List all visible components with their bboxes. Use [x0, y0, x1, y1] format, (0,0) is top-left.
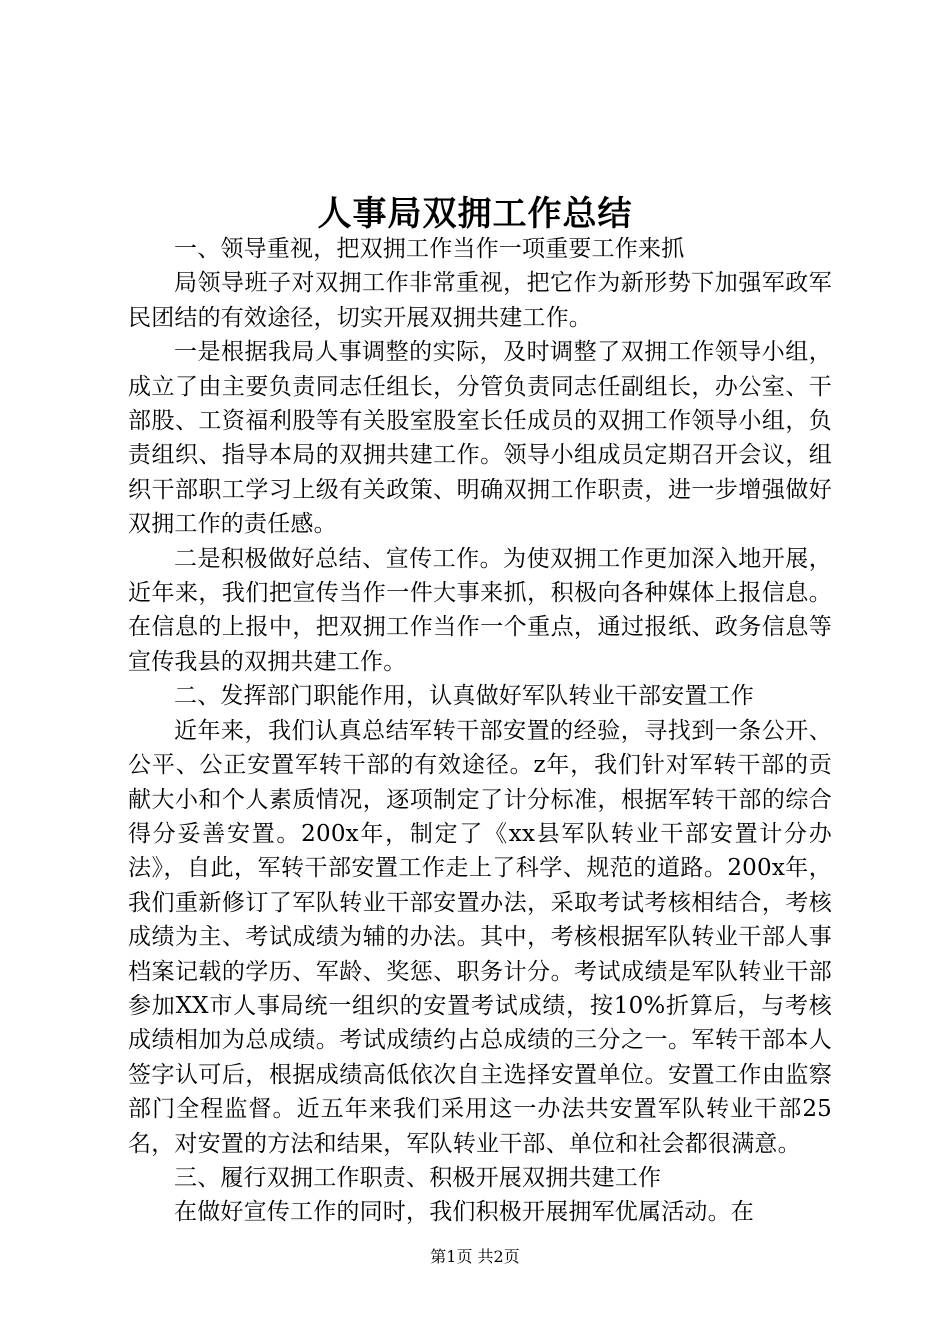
document-title: 人事局双拥工作总结: [317, 194, 633, 234]
body-paragraph: 一是根据我局人事调整的实际，及时调整了双拥工作领导小组，成立了由主要负责同志任组长，分管负责同志任副组长，办公室、干部股、工资福利股等有关股室股室长任成员的双拥工作领导小组，负责组织、指导本局的双拥共建工作。领导小组成员定期召开会议，组织干部职工学习上级有关政策、明确双拥工作职责，进一步增强做好双拥工作的责任感。: [128, 339, 832, 538]
section-heading-2: 二、发挥部门职能作用，认真做好军队转业干部安置工作: [174, 683, 754, 710]
body-paragraph: 局领导班子对双拥工作非常重视，把它作为新形势下加强军政军民团结的有效途径，切实开展双拥共建工作。: [128, 270, 832, 331]
document-body: [128, 232, 832, 1230]
body-paragraph: 二是积极做好总结、宣传工作。为使双拥工作更加深入地开展，近年来，我们把宣传当作一件大事来抓，积极向各种媒体上报信息。在信息的上报中，把双拥工作当作一个重点，通过报纸、政务信息等宣传我县的双拥共建工作。: [128, 545, 832, 675]
page-number-footer: 第1页 共2页: [430, 1247, 520, 1266]
section-heading-1: 一、领导重视，把双拥工作当作一项重要工作来抓: [174, 236, 685, 262]
body-paragraph: 近年来，我们认真总结军转干部安置的经验，寻找到一条公开、公平、公正安置军转干部的有效途径。z年，我们针对军转干部的贡献大小和个人素质情况，逐项制定了计分标准，根据军转干部的综合得分妥善安置。200x年，制定了《xx县军队转业干部安置计分办法》，自此，军转干部安置工作走上了科学、规范的道路。200x年，我们重新修订了军队转业干部安置办法，采取考试考核相结合，考核成绩为主、考试成绩为辅的办法。其中，考核根据军队转业干部人事档案记载的学历、军龄、奖惩、职务计分。考试成绩是军队转业干部参加XX市人事局统一组织的安置考试成绩，按10%折算后，与考核成绩相加为总成绩。考试成绩约占总成绩的三分之一。军转干部本人签字认可后，根据成绩高低依次自主选择安置单位。安置工作由监察部门全程监督。近五年来我们采用这一办法共安置军队转业干部25名，对安置的方法和结果，军队转业干部、单位和社会都很满意。: [128, 717, 832, 1157]
body-paragraph: 在做好宣传工作的同时，我们积极开展拥军优属活动。在: [174, 1199, 754, 1226]
section-heading-3: 三、履行双拥工作职责、积极开展双拥共建工作: [174, 1164, 662, 1191]
